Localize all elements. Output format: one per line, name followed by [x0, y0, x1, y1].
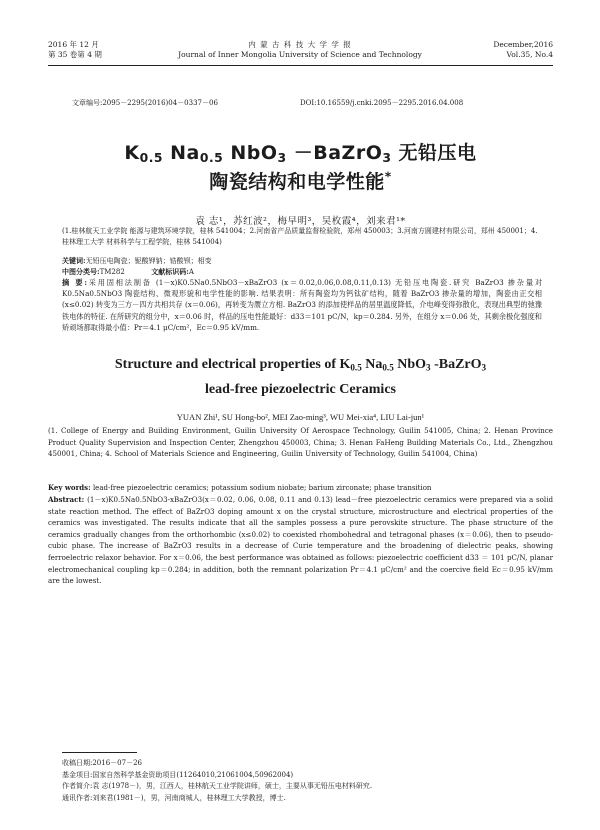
keywords-zh: 关键词:无铅压电陶瓷；铌酸钾钠；锆酸钡；相变: [62, 256, 212, 265]
doi: DOI:10.16559/j.cnki.2095－2295.2016.04.008: [300, 99, 464, 107]
title-en-line2: lead-free piezoelectric Ceramics: [205, 382, 396, 397]
header-date: 2016 年 12 月: [48, 40, 99, 49]
footnote-corresponding: 通讯作者:刘来君(1981－)，男，河南商城人，桂林理工大学教授，博士.: [62, 793, 286, 802]
header-center: [170, 40, 430, 60]
abstract-en: Abstract: (1－x)K0.5Na0.5NbO3-xBaZrO3(x＝0.02, 0.06, 0.08, 0.11 and 0.13) lead－free piezoelectric ceramics were prepared via a solid state reaction method. The effect of BaZrO3 doping amount x on the crystal structure, microstructure and electrical properties of the ceramics was investigated. The results indicate that all the samples possess a pure perovskite structure. The phase structure of the ceramics gradually changes from the orthorhombic (x≤0.02) to coexisted rhombohedral and tetragonal phases (x＝0.06), then to pseudo-cubic phase. The increase of BaZrO3 results in a decrease of Curie temperature and the broadening of dielectric peaks, showing ferroelectric relaxor behavior. For x＝0.06, the best performance was obtained as follows: piezoelectric coefficient d33 ＝ 101 pC/N, planar electromechanical coupling kp＝0.284; in addition, both the remnant polarization Pr＝4.1 μC/cm² and the coercive field Ec＝0.95 kV/mm are the lowest.: [48, 495, 553, 586]
header-issue: 第 35 卷第 4 期: [48, 50, 102, 59]
footnote-received: 收稿日期:2016－07－26: [62, 759, 142, 767]
header-volume: Vol.35, No.4: [506, 50, 553, 59]
keywords-en: Key words: lead-free piezoelectric ceramics; potassium sodium niobate; barium zirconate; phase transition: [48, 483, 432, 492]
header-right: [493, 40, 553, 60]
article-number: 文章编号:2095－2295(2016)04－0337－06: [72, 99, 218, 107]
title-zh-line2: 陶瓷结构和电学性能*: [209, 169, 392, 193]
header-date-en: December,2016: [493, 40, 553, 49]
title-en-line1: Structure and electrical properties of $K_{0.5}$ $Na_{0.5}$ NbO$_3$ -BaZrO$_3$: [114, 357, 487, 373]
footnote-fund: 基金项目:国家自然科学基金资助项目(11264010,21061004,50962004): [62, 770, 294, 779]
footnote-author: 作者简介:袁 志(1978－)，男，江西人，桂林航天工业学院讲师，硕士，主要从事无铅压电材料研究.: [62, 782, 373, 790]
header-rule: [48, 65, 553, 66]
affiliations-zh: (1.桂林航天工业学院 能源与建筑环境学院，桂林 541004；2.河南省产品质量监督检验院，郑州 450003；3.河南方圆建材有限公司，郑州 450001；4.桂林理工大学 材料科学与工程学院，桂林 541004): [62, 227, 538, 246]
affiliations-en: (1. College of Energy and Building Environment, Guilin University Of Aerospace Technology, Guilin 541005, China; 2. Henan Province Product Quality Supervision and Inspection Center, Zhengzhou 450003, China; 3. Henan FaHeng Building Materials Co., Ltd., Zhengzhou 450001, China; 4. School of Materials Science and Engineering, Guilin University of Technology, Guilin 541004, China): [48, 426, 553, 458]
footnote: [62, 758, 542, 804]
journal-title-zh: 内 蒙 古 科 技 大 学 学 报: [248, 40, 352, 49]
authors-zh: 袁 志¹，苏红波²，梅早明³，吴枚霞⁴，刘来君¹*: [195, 216, 406, 227]
footnote-rule: [62, 752, 137, 753]
header-left: [48, 40, 102, 60]
abstract-zh: 摘 要:采用固相法制备 (1－x)K0.5Na0.5NbO3－xBaZrO3 (x＝0.02,0.06,0.08,0.11,0.13) 无铅压电陶瓷.研究 BaZrO3 掺杂量对 K0.5Na0.5NbO3 陶瓷结构、微观形貌和电学性能的影响. 结果表明：所有陶瓷均为钙钛矿结构，随着 BaZrO3 掺杂量的增加，陶瓷由正交相 (x≤0.02) 转变为三方－四方共相共存 (x＝0.06)，再转变为赝立方相. BaZrO3 的添加使样品的居里温度降低，介电峰变得弥散化，表现出典型的弛豫铁电体的特征. 在所研究的组分中，x＝0.06 时，样品的压电性能最好：d33＝101 pC/N，kp＝0.284. 另外，在组分 x＝0.06 处，其剩余极化强度和矫顽场都取得最小值：Pr＝4.1 μC/cm²，Ec＝0.95 kV/mm.: [62, 278, 543, 332]
classification-zh: 中图分类号:TM282 文献标识码:A: [62, 267, 194, 276]
title-footnote-mark: *: [384, 169, 392, 184]
title-zh-line1: $K_{0.5}$ $Na_{0.5}$ NbO$_3$ －BaZrO$_3$ 无铅压电: [124, 142, 477, 166]
authors-en: YUAN Zhi¹, SU Hong-bo², MEI Zao-ming³, WU Mei-xia⁴, LIU Lai-jun¹: [176, 412, 425, 422]
journal-title-en: Journal of Inner Mongolia University of Science and Technology: [178, 50, 422, 59]
